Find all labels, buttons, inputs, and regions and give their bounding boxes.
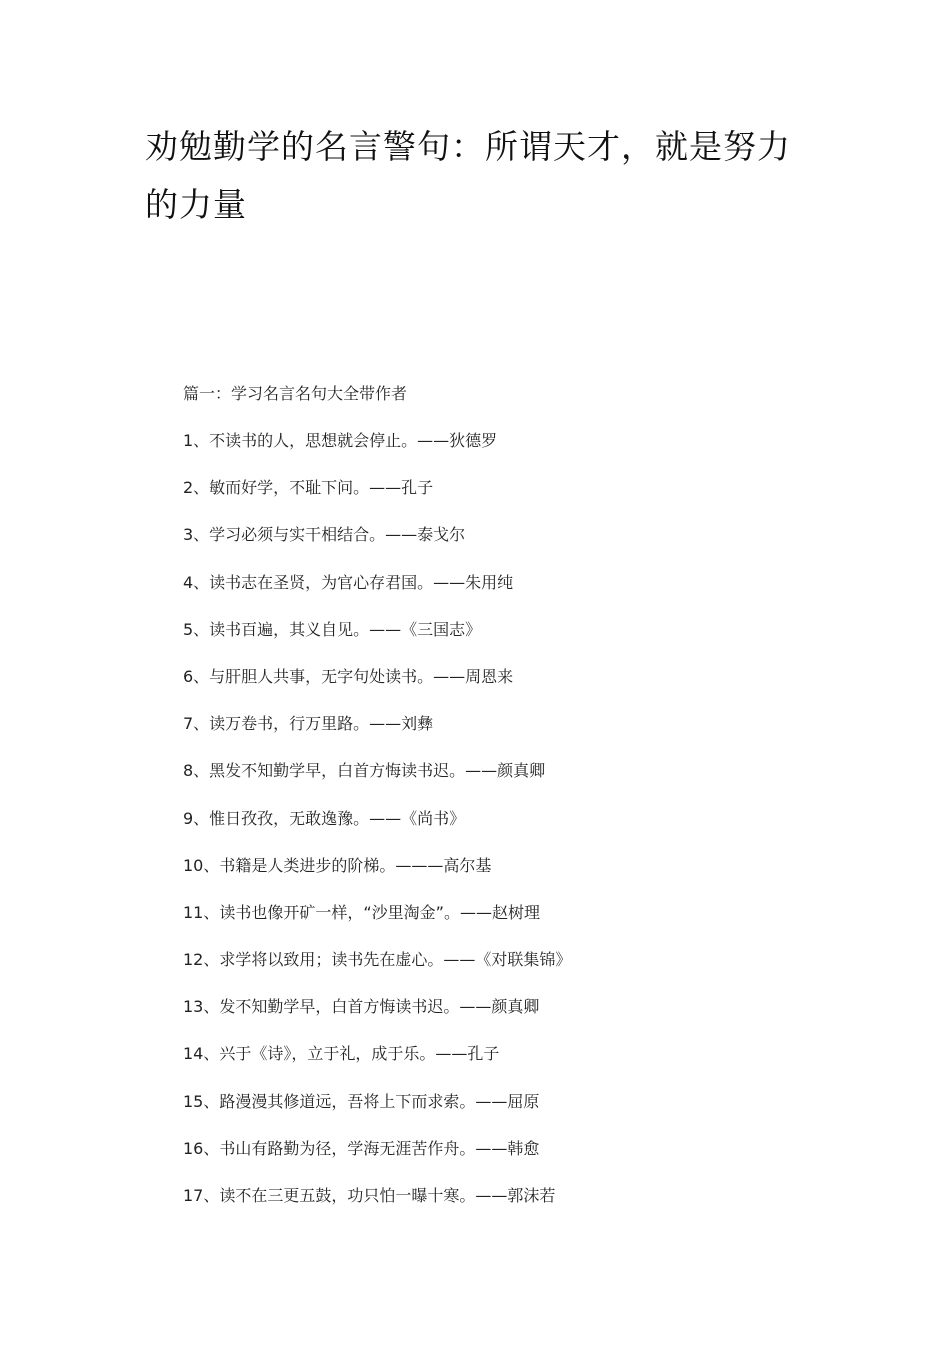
quote-item: 2、敏而好学，不耻下问。——孔子 bbox=[183, 478, 434, 498]
section-heading: 篇一：学习名言名句大全带作者 bbox=[183, 384, 408, 403]
quote-item: 12、求学将以致用；读书先在虚心。——《对联集锦》 bbox=[183, 950, 572, 970]
quote-item: 17、读不在三更五鼓，功只怕一曝十寒。——郭沫若 bbox=[183, 1186, 556, 1205]
quote-item: 15、路漫漫其修道远，吾将上下而求索。——屈原 bbox=[183, 1091, 540, 1111]
quote-item: 13、发不知勤学早，白首方悔读书迟。——颜真卿 bbox=[183, 997, 540, 1017]
quote-item: 1、不读书的人，思想就会停止。——狄德罗 bbox=[183, 431, 498, 450]
quote-item: 14、兴于《诗》，立于礼，成于乐。——孔子 bbox=[183, 1044, 500, 1064]
quote-item: 4、读书志在圣贤，为官心存君国。——朱用纯 bbox=[183, 572, 514, 592]
quote-list bbox=[183, 429, 571, 1231]
quote-item: 7、读万卷书，行万里路。——刘彝 bbox=[183, 714, 434, 734]
quote-item: 10、书籍是人类进步的阶梯。———高尔基 bbox=[183, 855, 492, 875]
quote-item: 6、与肝胆人共事，无字句处读书。——周恩来 bbox=[183, 666, 514, 686]
quote-item: 5、读书百遍，其义自见。——《三国志》 bbox=[183, 619, 482, 639]
quote-item: 16、书山有路勤为径，学海无涯苦作舟。——韩愈 bbox=[183, 1138, 540, 1158]
quote-item: 9、惟日孜孜，无敢逸豫。——《尚书》 bbox=[183, 808, 466, 828]
quote-item: 8、黑发不知勤学早，白首方悔读书迟。——颜真卿 bbox=[183, 761, 546, 781]
quote-item: 3、学习必须与实干相结合。——泰戈尔 bbox=[183, 525, 466, 545]
document-title: 劝勉勤学的名言警句：所谓天才，就是努力的力量 bbox=[145, 127, 791, 224]
quote-item: 11、读书也像开矿一样，“沙里淘金”。——赵树理 bbox=[183, 902, 540, 922]
